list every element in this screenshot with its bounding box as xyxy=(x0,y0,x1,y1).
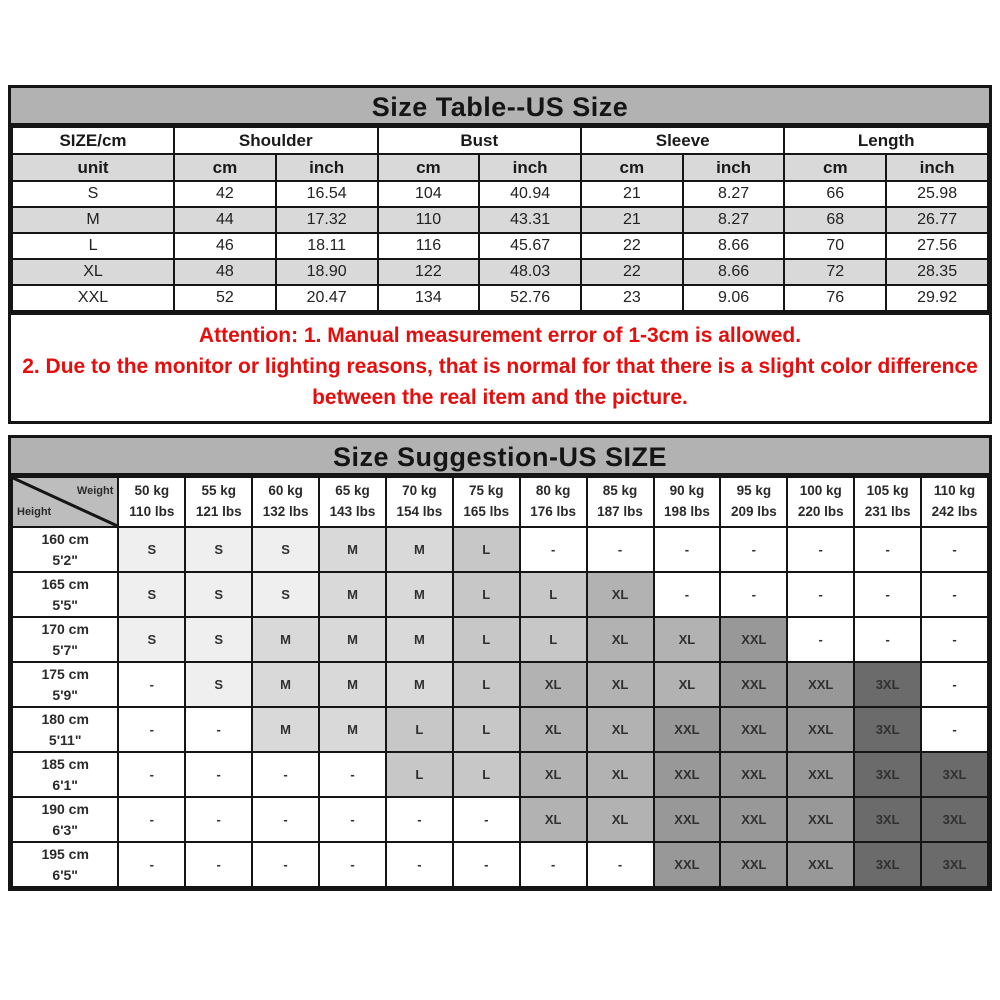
size-suggestion-cell: M xyxy=(386,662,453,707)
weight-lbs-label: 220 lbs xyxy=(797,504,844,519)
weight-header-cell xyxy=(720,477,787,527)
size-suggestion-cell: - xyxy=(185,752,252,797)
size-suggestion-cell: - xyxy=(319,842,386,887)
corner-weight-label: Weight xyxy=(76,485,114,497)
height-ft-label: 6'3" xyxy=(52,821,78,838)
size-suggestion-cell: S xyxy=(118,572,185,617)
size-table-value-cell: 134 xyxy=(378,285,480,311)
size-suggestion-cell: - xyxy=(386,797,453,842)
size-suggestion-cell: XL xyxy=(587,662,654,707)
size-suggestion-cell: XL xyxy=(520,707,587,752)
size-table-value-cell: 16.54 xyxy=(276,181,378,207)
size-suggestion-cell: XL xyxy=(587,797,654,842)
weight-kg-label: 90 kg xyxy=(669,483,705,499)
size-table-unit-cell: cm xyxy=(174,154,276,181)
size-suggestion-cell: XL xyxy=(520,662,587,707)
size-suggestion-cell: - xyxy=(921,527,988,572)
size-suggestion-cell: - xyxy=(118,797,185,842)
size-suggestion-cell: - xyxy=(654,572,721,617)
weight-lbs-label: 165 lbs xyxy=(463,504,510,519)
size-table-head xyxy=(12,127,988,181)
weight-lbs-label: 176 lbs xyxy=(530,504,577,519)
size-suggestion-cell: - xyxy=(453,797,520,842)
size-table-group-header: Shoulder xyxy=(174,127,377,154)
size-table-unit-cell: inch xyxy=(276,154,378,181)
size-suggestion-cell: - xyxy=(587,527,654,572)
size-suggestion-cell: L xyxy=(453,707,520,752)
size-suggestion-cell: L xyxy=(386,707,453,752)
weight-lbs-label: 198 lbs xyxy=(664,504,710,519)
size-suggestion-cell: XXL xyxy=(720,752,787,797)
size-suggestion-cell: XXL xyxy=(787,662,854,707)
size-table-unit-cell: inch xyxy=(479,154,581,181)
size-table-row xyxy=(12,207,988,233)
size-suggestion-cell: - xyxy=(252,797,319,842)
size-suggestion-cell: - xyxy=(386,842,453,887)
height-ft-label: 5'9" xyxy=(52,686,78,703)
size-table xyxy=(11,126,989,312)
size-suggestion-row xyxy=(12,572,988,617)
size-table-value-cell: 8.66 xyxy=(683,259,785,285)
size-suggestion-cell: L xyxy=(520,572,587,617)
height-ft-label: 5'5" xyxy=(52,596,78,613)
size-suggestion-cell: S xyxy=(185,662,252,707)
height-ft-label: 6'5" xyxy=(52,866,78,883)
size-suggestion-cell: L xyxy=(453,662,520,707)
size-table-value-cell: 48 xyxy=(174,259,276,285)
size-suggestion-cell: XXL xyxy=(787,797,854,842)
size-table-group-header: Length xyxy=(784,127,988,154)
weight-kg-label: 60 kg xyxy=(268,483,303,499)
size-suggestion-cell: L xyxy=(386,752,453,797)
size-table-unit-cell: cm xyxy=(378,154,480,181)
size-table-value-cell: 18.11 xyxy=(276,233,378,259)
size-table-value-cell: 76 xyxy=(784,285,886,311)
size-suggestion-cell: S xyxy=(118,527,185,572)
size-suggestion-cell: - xyxy=(587,842,654,887)
size-table-group-header: Bust xyxy=(378,127,581,154)
size-suggestion-cell: XXL xyxy=(720,617,787,662)
size-suggestion-cell: 3XL xyxy=(854,707,921,752)
size-suggestion-cell: XXL xyxy=(787,752,854,797)
weight-header-cell xyxy=(386,477,453,527)
size-suggestion-cell: - xyxy=(453,842,520,887)
size-suggestion-cell: M xyxy=(319,572,386,617)
size-suggestion-cell: - xyxy=(654,527,721,572)
weight-header-cell xyxy=(921,477,988,527)
size-suggestion-cell: XXL xyxy=(654,797,721,842)
weight-lbs-label: 121 lbs xyxy=(195,504,242,519)
size-suggestion-cell: - xyxy=(720,527,787,572)
size-suggestion-cell: S xyxy=(252,572,319,617)
size-suggestion-cell: XXL xyxy=(654,842,721,887)
size-table-body xyxy=(12,181,988,311)
size-suggestion-cell: L xyxy=(453,527,520,572)
size-table-value-cell: 48.03 xyxy=(479,259,581,285)
size-table-value-cell: 66 xyxy=(784,181,886,207)
size-table-value-cell: 21 xyxy=(581,181,683,207)
size-suggestion-cell: - xyxy=(854,572,921,617)
size-table-title: Size Table--US Size xyxy=(11,88,989,126)
size-table-unit-cell: inch xyxy=(683,154,785,181)
size-table-value-cell: 23 xyxy=(581,285,683,311)
size-table-value-cell: 22 xyxy=(581,259,683,285)
weight-header-cell xyxy=(520,477,587,527)
weight-header-cell xyxy=(787,477,854,527)
height-cm-label: 185 cm xyxy=(41,756,89,773)
size-table-corner-header: SIZE/cm xyxy=(12,127,174,154)
size-table-value-cell: 43.31 xyxy=(479,207,581,233)
weight-kg-label: 55 kg xyxy=(201,483,236,499)
size-suggestion-cell: M xyxy=(252,662,319,707)
size-table-value-cell: 8.27 xyxy=(683,181,785,207)
size-suggestion-cell: - xyxy=(921,662,988,707)
size-table-value-cell: 45.67 xyxy=(479,233,581,259)
size-table-value-cell: 116 xyxy=(378,233,480,259)
size-suggestion-cell: XL xyxy=(587,707,654,752)
weight-lbs-label: 154 lbs xyxy=(396,504,443,519)
size-suggestion-cell: - xyxy=(921,617,988,662)
size-suggestion-cell: XXL xyxy=(720,707,787,752)
weight-kg-label: 105 kg xyxy=(866,483,909,499)
size-suggestion-cell: - xyxy=(185,797,252,842)
size-table-row xyxy=(12,285,988,311)
height-label-cell xyxy=(12,662,118,707)
attention-line-1: Attention: 1. Manual measurement error of 1-3cm is allowed. xyxy=(198,324,802,347)
size-suggestion-cell: M xyxy=(252,617,319,662)
weight-lbs-label: 209 lbs xyxy=(730,504,777,519)
weight-header-cell xyxy=(185,477,252,527)
height-label-cell xyxy=(12,617,118,662)
size-suggestion-cell: 3XL xyxy=(921,797,988,842)
height-label-cell xyxy=(12,527,118,572)
weight-lbs-label: 187 lbs xyxy=(597,504,643,519)
height-ft-label: 6'1" xyxy=(52,776,78,793)
size-table-value-cell: 44 xyxy=(174,207,276,233)
size-suggestion-cell: - xyxy=(854,527,921,572)
size-suggestion-cell: - xyxy=(921,572,988,617)
weight-kg-label: 85 kg xyxy=(602,483,638,499)
size-suggestion-cell: XL xyxy=(654,662,721,707)
size-suggestion-cell: - xyxy=(720,572,787,617)
size-table-size-label: S xyxy=(12,181,174,207)
size-suggestion-body xyxy=(12,527,988,887)
height-cm-label: 165 cm xyxy=(41,576,89,593)
size-suggestion-row xyxy=(12,707,988,752)
weight-header-cell xyxy=(118,477,185,527)
height-ft-label: 5'7" xyxy=(52,641,78,658)
size-table-unit-row xyxy=(12,154,988,181)
size-table-value-cell: 18.90 xyxy=(276,259,378,285)
size-suggestion-cell: XXL xyxy=(720,797,787,842)
size-suggestion-cell: 3XL xyxy=(854,662,921,707)
size-table-value-cell: 110 xyxy=(378,207,480,233)
weight-header-cell xyxy=(319,477,386,527)
size-suggestion-cell: S xyxy=(185,527,252,572)
size-table-size-label: XXL xyxy=(12,285,174,311)
size-table-section xyxy=(8,85,992,424)
size-suggestion-row xyxy=(12,527,988,572)
size-suggestion-row xyxy=(12,617,988,662)
size-suggestion-cell: XL xyxy=(520,797,587,842)
size-table-value-cell: 46 xyxy=(174,233,276,259)
size-table-value-cell: 26.77 xyxy=(886,207,988,233)
size-table-value-cell: 52 xyxy=(174,285,276,311)
size-suggestion-row xyxy=(12,752,988,797)
size-table-value-cell: 28.35 xyxy=(886,259,988,285)
weight-header-cell xyxy=(854,477,921,527)
chart-content xyxy=(8,85,992,891)
size-table-size-label: M xyxy=(12,207,174,233)
size-table-value-cell: 52.76 xyxy=(479,285,581,311)
attention-note xyxy=(11,312,989,421)
weight-kg-label: 65 kg xyxy=(335,483,370,499)
size-suggestion-cell: S xyxy=(252,527,319,572)
size-suggestion-cell: M xyxy=(386,617,453,662)
size-suggestion-cell: 3XL xyxy=(854,797,921,842)
size-suggestion-cell: XL xyxy=(587,572,654,617)
height-cm-label: 160 cm xyxy=(41,531,89,548)
height-cm-label: 190 cm xyxy=(41,801,89,818)
size-table-value-cell: 22 xyxy=(581,233,683,259)
size-suggestion-cell: - xyxy=(118,842,185,887)
size-suggestion-cell: - xyxy=(252,842,319,887)
size-suggestion-cell: XL xyxy=(520,752,587,797)
size-table-unit-cell: inch xyxy=(886,154,988,181)
size-table-unit-cell: cm xyxy=(784,154,886,181)
size-table-value-cell: 17.32 xyxy=(276,207,378,233)
weight-kg-label: 95 kg xyxy=(736,483,772,499)
size-table-row xyxy=(12,181,988,207)
size-suggestion-cell: L xyxy=(453,572,520,617)
height-cm-label: 180 cm xyxy=(41,711,89,728)
height-ft-label: 5'11" xyxy=(48,731,82,748)
size-suggestion-cell: XL xyxy=(587,752,654,797)
weight-kg-label: 75 kg xyxy=(469,483,504,499)
weight-lbs-label: 143 lbs xyxy=(329,504,376,519)
height-label-cell xyxy=(12,572,118,617)
weight-kg-label: 80 kg xyxy=(535,483,571,499)
size-suggestion-table xyxy=(11,476,989,888)
weight-kg-label: 50 kg xyxy=(134,483,170,499)
weight-header-cell xyxy=(654,477,721,527)
size-table-row xyxy=(12,259,988,285)
height-label-cell xyxy=(12,842,118,887)
height-label-cell xyxy=(12,797,118,842)
size-suggestion-cell: M xyxy=(252,707,319,752)
size-suggestion-cell: - xyxy=(921,707,988,752)
size-suggestion-cell: M xyxy=(386,572,453,617)
size-table-size-label: L xyxy=(12,233,174,259)
attention-line-2: 2. Due to the monitor or lighting reasons, that is normal for that there is a slight color difference xyxy=(22,355,978,378)
size-suggestion-cell: - xyxy=(854,617,921,662)
size-suggestion-section xyxy=(8,435,992,891)
size-table-value-cell: 122 xyxy=(378,259,480,285)
size-suggestion-title: Size Suggestion-US SIZE xyxy=(11,438,989,476)
size-table-value-cell: 29.92 xyxy=(886,285,988,311)
size-suggestion-cell: S xyxy=(185,572,252,617)
size-suggestion-cell: - xyxy=(319,752,386,797)
size-table-value-cell: 9.06 xyxy=(683,285,785,311)
size-suggestion-cell: M xyxy=(319,617,386,662)
size-suggestion-cell: L xyxy=(520,617,587,662)
size-table-value-cell: 20.47 xyxy=(276,285,378,311)
weight-kg-label: 70 kg xyxy=(402,483,437,499)
height-ft-label: 5'2" xyxy=(52,551,78,568)
size-suggestion-cell: - xyxy=(118,707,185,752)
size-table-value-cell: 40.94 xyxy=(479,181,581,207)
size-table-value-cell: 8.27 xyxy=(683,207,785,233)
height-cm-label: 175 cm xyxy=(41,666,89,683)
size-table-value-cell: 8.66 xyxy=(683,233,785,259)
weight-lbs-label: 132 lbs xyxy=(262,504,309,519)
size-suggestion-cell: M xyxy=(319,527,386,572)
size-suggestion-cell: - xyxy=(185,842,252,887)
weight-height-corner-cell xyxy=(12,477,118,527)
weight-kg-label: 100 kg xyxy=(799,483,842,499)
size-table-header-row xyxy=(12,127,988,154)
size-suggestion-cell: XXL xyxy=(654,752,721,797)
size-suggestion-cell: M xyxy=(319,707,386,752)
size-suggestion-cell: S xyxy=(185,617,252,662)
size-table-row xyxy=(12,233,988,259)
size-suggestion-cell: M xyxy=(386,527,453,572)
size-table-value-cell: 25.98 xyxy=(886,181,988,207)
height-cm-label: 170 cm xyxy=(41,621,89,638)
size-suggestion-row xyxy=(12,797,988,842)
size-suggestion-cell: - xyxy=(787,617,854,662)
size-suggestion-cell: - xyxy=(185,707,252,752)
size-table-unit-label: unit xyxy=(12,154,174,181)
size-table-value-cell: 42 xyxy=(174,181,276,207)
size-table-value-cell: 68 xyxy=(784,207,886,233)
size-table-value-cell: 21 xyxy=(581,207,683,233)
size-suggestion-row xyxy=(12,662,988,707)
size-suggestion-cell: - xyxy=(787,527,854,572)
size-suggestion-cell: XL xyxy=(654,617,721,662)
size-suggestion-cell: 3XL xyxy=(854,752,921,797)
height-cm-label: 195 cm xyxy=(41,846,89,863)
size-suggestion-cell: XXL xyxy=(720,842,787,887)
size-suggestion-cell: XL xyxy=(587,617,654,662)
section-gap xyxy=(8,424,992,435)
size-suggestion-header-row xyxy=(12,477,988,527)
size-suggestion-cell: L xyxy=(453,617,520,662)
size-suggestion-cell: - xyxy=(520,527,587,572)
size-table-value-cell: 72 xyxy=(784,259,886,285)
size-suggestion-cell: XXL xyxy=(787,842,854,887)
height-label-cell xyxy=(12,752,118,797)
size-suggestion-cell: XXL xyxy=(787,707,854,752)
weight-header-cell xyxy=(252,477,319,527)
size-suggestion-cell: - xyxy=(252,752,319,797)
size-suggestion-cell: 3XL xyxy=(921,842,988,887)
size-suggestion-row xyxy=(12,842,988,887)
size-suggestion-cell: XXL xyxy=(720,662,787,707)
weight-header-cell xyxy=(453,477,520,527)
weight-lbs-label: 231 lbs xyxy=(864,504,911,519)
size-suggestion-cell: XXL xyxy=(654,707,721,752)
size-table-value-cell: 104 xyxy=(378,181,480,207)
size-suggestion-head xyxy=(12,477,988,527)
attention-line-3: between the real item and the picture. xyxy=(312,386,688,409)
size-suggestion-cell: 3XL xyxy=(854,842,921,887)
size-suggestion-cell: - xyxy=(787,572,854,617)
size-suggestion-cell: 3XL xyxy=(921,752,988,797)
weight-lbs-label: 110 lbs xyxy=(129,504,175,519)
size-suggestion-cell: M xyxy=(319,662,386,707)
size-table-size-label: XL xyxy=(12,259,174,285)
size-suggestion-cell: - xyxy=(118,662,185,707)
weight-header-cell xyxy=(587,477,654,527)
corner-height-label: Height xyxy=(17,505,52,518)
weight-lbs-label: 242 lbs xyxy=(931,504,978,519)
height-label-cell xyxy=(12,707,118,752)
size-suggestion-cell: S xyxy=(118,617,185,662)
size-suggestion-cell: - xyxy=(520,842,587,887)
size-table-group-header: Sleeve xyxy=(581,127,784,154)
size-table-value-cell: 70 xyxy=(784,233,886,259)
size-table-unit-cell: cm xyxy=(581,154,683,181)
weight-kg-label: 110 kg xyxy=(933,483,976,499)
size-suggestion-cell: L xyxy=(453,752,520,797)
size-suggestion-cell: - xyxy=(319,797,386,842)
size-suggestion-cell: - xyxy=(118,752,185,797)
size-table-value-cell: 27.56 xyxy=(886,233,988,259)
